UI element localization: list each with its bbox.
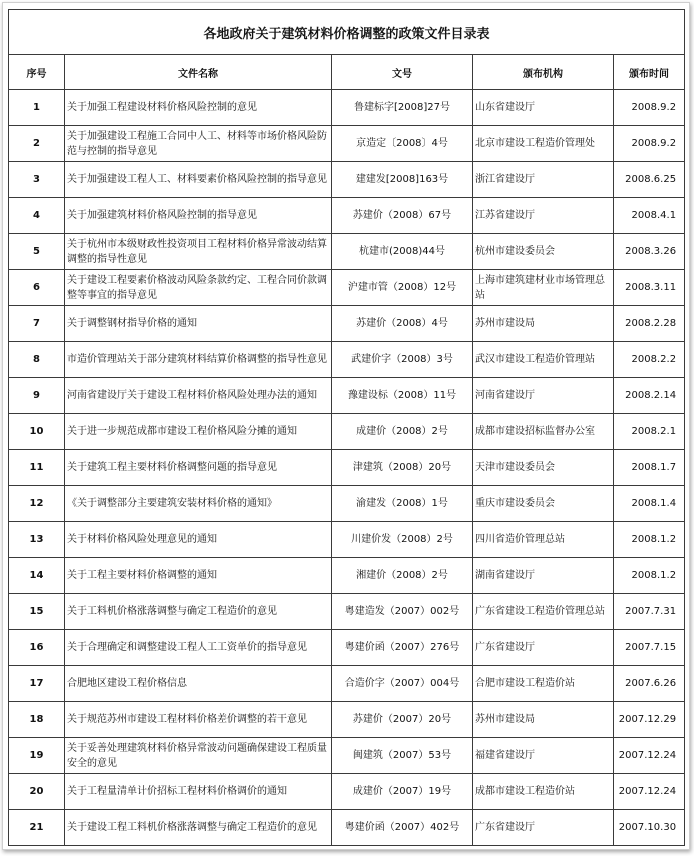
issuing-authority: 上海市建筑建材业市场管理总站 <box>473 270 614 306</box>
issuing-authority: 广东省建设工程造价管理总站 <box>473 594 614 630</box>
row-number: 5 <box>9 234 65 270</box>
document-name: 合肥地区建设工程价格信息 <box>65 666 332 702</box>
table-row <box>9 486 685 522</box>
document-name: 关于建筑工程主要材料价格调整问题的指导意见 <box>65 450 332 486</box>
document-name: 关于进一步规范成都市建设工程价格风险分摊的通知 <box>65 414 332 450</box>
header-name: 文件名称 <box>65 55 332 90</box>
document-name: 关于加强建设工程人工、材料要素价格风险控制的指导意见 <box>65 162 332 198</box>
row-number: 11 <box>9 450 65 486</box>
table-row <box>9 558 685 594</box>
row-number: 1 <box>9 90 65 126</box>
issuing-authority: 四川省造价管理总站 <box>473 522 614 558</box>
header-doc-no: 文号 <box>332 55 473 90</box>
issue-date: 2008.1.2 <box>614 558 685 594</box>
issuing-authority: 广东省建设厅 <box>473 630 614 666</box>
row-number: 12 <box>9 486 65 522</box>
table-row <box>9 666 685 702</box>
issuing-authority: 苏州市建设局 <box>473 702 614 738</box>
document-name: 市造价管理站关于部分建筑材料结算价格调整的指导性意见 <box>65 342 332 378</box>
document-name: 关于工程主要材料价格调整的通知 <box>65 558 332 594</box>
document-number: 渝建发（2008）1号 <box>332 486 473 522</box>
document-name: 关于建设工程要素价格波动风险条款约定、工程合同价款调整等事宜的指导意见 <box>65 270 332 306</box>
issue-date: 2008.3.11 <box>614 270 685 306</box>
issue-date: 2008.6.25 <box>614 162 685 198</box>
table-row <box>9 234 685 270</box>
document-number: 京造定〔2008〕4号 <box>332 126 473 162</box>
row-number: 8 <box>9 342 65 378</box>
issuing-authority: 浙江省建设厅 <box>473 162 614 198</box>
document-number: 粤建价函（2007）276号 <box>332 630 473 666</box>
document-number: 成建价（2007）19号 <box>332 774 473 810</box>
row-number: 19 <box>9 738 65 774</box>
issue-date: 2008.4.1 <box>614 198 685 234</box>
issuing-authority: 河南省建设厅 <box>473 378 614 414</box>
issue-date: 2008.1.4 <box>614 486 685 522</box>
document-number: 粤建价函（2007）402号 <box>332 810 473 846</box>
document-number: 杭建市(2008)44号 <box>332 234 473 270</box>
document-name: 关于杭州市本级财政性投资项目工程材料价格异常波动结算调整的指导性意见 <box>65 234 332 270</box>
table-row <box>9 774 685 810</box>
document-number: 苏建价（2007）20号 <box>332 702 473 738</box>
document-number: 合造价字（2007）004号 <box>332 666 473 702</box>
issue-date: 2007.12.24 <box>614 774 685 810</box>
row-number: 13 <box>9 522 65 558</box>
issuing-authority: 山东省建设厅 <box>473 90 614 126</box>
policy-table <box>8 9 685 846</box>
table-row <box>9 702 685 738</box>
row-number: 2 <box>9 126 65 162</box>
document-name: 关于加强工程建设材料价格风险控制的意见 <box>65 90 332 126</box>
header-no: 序号 <box>9 55 65 90</box>
row-number: 20 <box>9 774 65 810</box>
row-number: 9 <box>9 378 65 414</box>
document-name: 关于加强建筑材料价格风险控制的指导意见 <box>65 198 332 234</box>
issue-date: 2007.12.24 <box>614 738 685 774</box>
table-row <box>9 738 685 774</box>
row-number: 14 <box>9 558 65 594</box>
table-row <box>9 414 685 450</box>
row-number: 18 <box>9 702 65 738</box>
table-row <box>9 198 685 234</box>
issuing-authority: 杭州市建设委员会 <box>473 234 614 270</box>
table-row <box>9 630 685 666</box>
document-name: 关于工料机价格涨落调整与确定工程造价的意见 <box>65 594 332 630</box>
issuing-authority: 苏州市建设局 <box>473 306 614 342</box>
row-number: 17 <box>9 666 65 702</box>
table-row <box>9 90 685 126</box>
table-row <box>9 126 685 162</box>
issue-date: 2008.9.2 <box>614 90 685 126</box>
issuing-authority: 江苏省建设厅 <box>473 198 614 234</box>
document-number: 川建价发（2008）2号 <box>332 522 473 558</box>
table-row <box>9 162 685 198</box>
row-number: 7 <box>9 306 65 342</box>
header-date: 颁布时间 <box>614 55 685 90</box>
issuing-authority: 福建省建设厅 <box>473 738 614 774</box>
issue-date: 2007.7.31 <box>614 594 685 630</box>
issuing-authority: 北京市建设工程造价管理处 <box>473 126 614 162</box>
document-name: 《关于调整部分主要建筑安装材料价格的通知》 <box>65 486 332 522</box>
issuing-authority: 成都市建设招标监督办公室 <box>473 414 614 450</box>
issue-date: 2008.2.1 <box>614 414 685 450</box>
document-name: 关于妥善处理建筑材料价格异常波动问题确保建设工程质量安全的意见 <box>65 738 332 774</box>
document-number: 武建价字（2008）3号 <box>332 342 473 378</box>
row-number: 6 <box>9 270 65 306</box>
document-name: 关于工程量清单计价招标工程材料价格调价的通知 <box>65 774 332 810</box>
document-number: 湘建价（2008）2号 <box>332 558 473 594</box>
issuing-authority: 重庆市建设委员会 <box>473 486 614 522</box>
table-row <box>9 306 685 342</box>
issue-date: 2007.10.30 <box>614 810 685 846</box>
header-row <box>9 55 685 90</box>
issue-date: 2007.6.26 <box>614 666 685 702</box>
document-number: 建建发[2008]163号 <box>332 162 473 198</box>
document-sheet <box>2 2 690 850</box>
issuing-authority: 湖南省建设厅 <box>473 558 614 594</box>
issue-date: 2008.2.28 <box>614 306 685 342</box>
table-row <box>9 522 685 558</box>
document-name: 关于材料价格风险处理意见的通知 <box>65 522 332 558</box>
document-number: 鲁建标字[2008]27号 <box>332 90 473 126</box>
row-number: 3 <box>9 162 65 198</box>
table-row <box>9 594 685 630</box>
table-row <box>9 342 685 378</box>
document-number: 苏建价（2008）67号 <box>332 198 473 234</box>
issuing-authority: 广东省建设厅 <box>473 810 614 846</box>
issuing-authority: 天津市建设委员会 <box>473 450 614 486</box>
document-name: 关于加强建设工程施工合同中人工、材料等市场价格风险防范与控制的指导意见 <box>65 126 332 162</box>
issuing-authority: 合肥市建设工程造价站 <box>473 666 614 702</box>
document-number: 津建筑（2008）20号 <box>332 450 473 486</box>
document-name: 关于建设工程工料机价格涨落调整与确定工程造价的意见 <box>65 810 332 846</box>
table-body <box>9 90 685 846</box>
document-name: 关于合理确定和调整建设工程人工工资单价的指导意见 <box>65 630 332 666</box>
table-title: 各地政府关于建筑材料价格调整的政策文件目录表 <box>9 10 685 55</box>
table-row <box>9 450 685 486</box>
issue-date: 2008.2.2 <box>614 342 685 378</box>
header-org: 颁布机构 <box>473 55 614 90</box>
document-number: 豫建设标（2008）11号 <box>332 378 473 414</box>
row-number: 16 <box>9 630 65 666</box>
document-number: 粤建造发（2007）002号 <box>332 594 473 630</box>
document-number: 成建价（2008）2号 <box>332 414 473 450</box>
issue-date: 2007.7.15 <box>614 630 685 666</box>
issue-date: 2008.3.26 <box>614 234 685 270</box>
issue-date: 2008.1.2 <box>614 522 685 558</box>
document-name: 河南省建设厅关于建设工程材料价格风险处理办法的通知 <box>65 378 332 414</box>
row-number: 4 <box>9 198 65 234</box>
issuing-authority: 成都市建设工程造价站 <box>473 774 614 810</box>
document-number: 苏建价（2008）4号 <box>332 306 473 342</box>
document-number: 闽建筑（2007）53号 <box>332 738 473 774</box>
document-name: 关于调整钢材指导价格的通知 <box>65 306 332 342</box>
issue-date: 2008.2.14 <box>614 378 685 414</box>
row-number: 15 <box>9 594 65 630</box>
table-row <box>9 810 685 846</box>
issuing-authority: 武汉市建设工程造价管理站 <box>473 342 614 378</box>
document-number: 沪建市管（2008）12号 <box>332 270 473 306</box>
issue-date: 2008.9.2 <box>614 126 685 162</box>
table-row <box>9 378 685 414</box>
row-number: 10 <box>9 414 65 450</box>
issue-date: 2007.12.29 <box>614 702 685 738</box>
issue-date: 2008.1.7 <box>614 450 685 486</box>
document-name: 关于规范苏州市建设工程材料价格差价调整的若干意见 <box>65 702 332 738</box>
table-row <box>9 270 685 306</box>
row-number: 21 <box>9 810 65 846</box>
